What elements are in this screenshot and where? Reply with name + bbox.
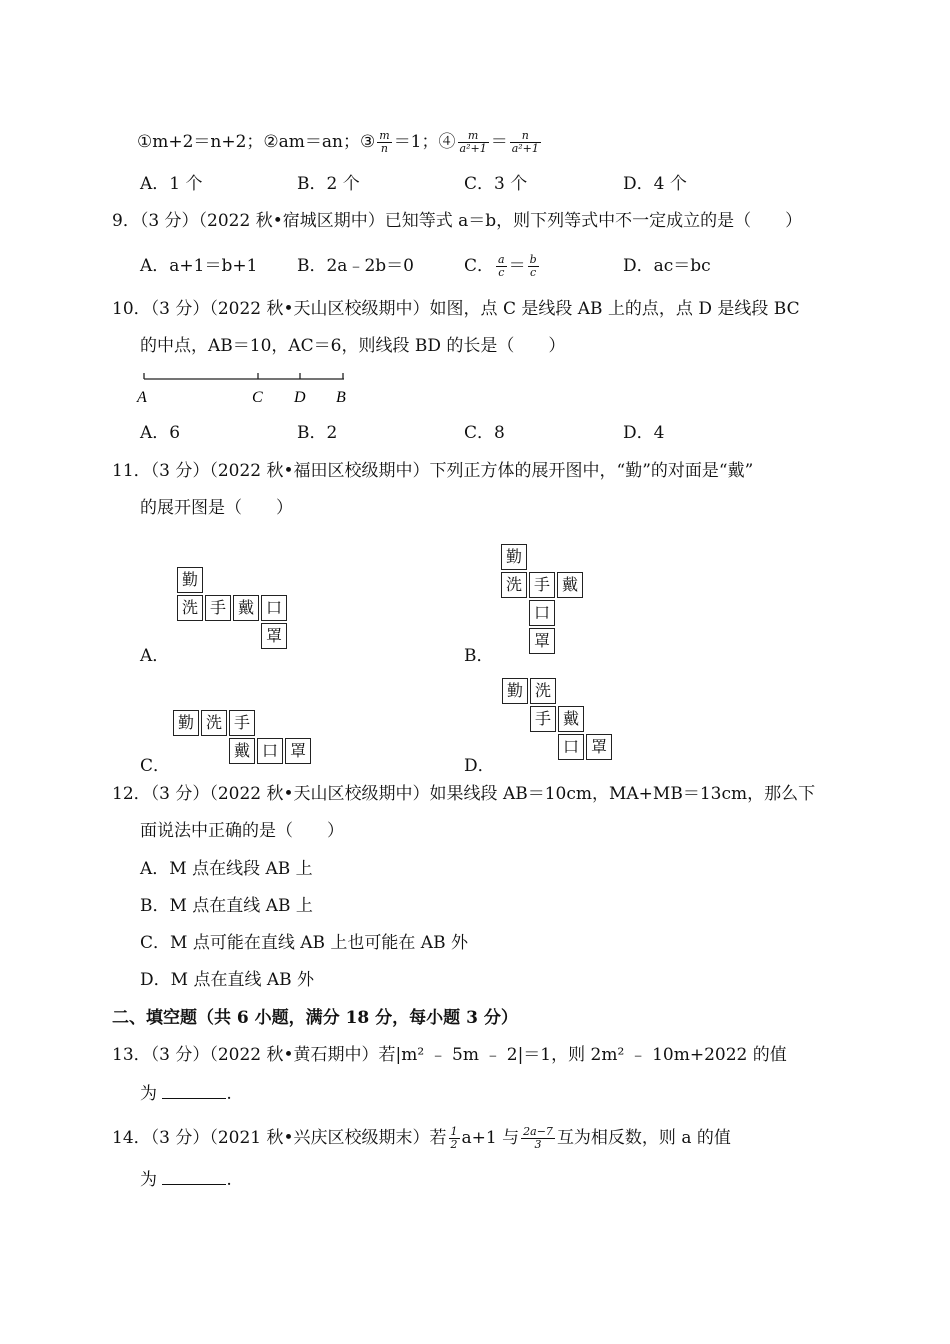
q8-option-d: D．4 个: [623, 174, 687, 194]
q10-stem-line1: 10．（3 分）（2022 秋•天山区校级期中）如图，点 C 是线段 AB 上的点，点 D 是线段 BC: [112, 299, 800, 319]
net-cell: 戴: [229, 738, 255, 764]
q8-fraction-4b: $\frac{n}{\text{a²+1}}$: [511, 129, 539, 155]
q8-statements: ①m+2＝n+2；②am＝an；③ $\frac{m}{n}$ ＝1；④ $\frac{m}{\text{a²+1}}$ ＝ $\frac{n}{\text{a²+1}}$: [137, 129, 539, 155]
net-cell: 手: [205, 595, 231, 621]
net-cell: 洗: [501, 572, 527, 598]
q10-option-c: C．8: [464, 423, 505, 443]
net-cell: 口: [257, 738, 283, 764]
net-cell: 洗: [177, 595, 203, 621]
q11-label-b: B．: [464, 646, 494, 666]
q13-stem-line2: 为 .: [140, 1084, 232, 1104]
section-title: 二、填空题（共 6 小题，满分 18 分，每小题 3 分）: [112, 1008, 518, 1028]
net-cell: 手: [229, 710, 255, 736]
q8-option-a: A．1 个: [140, 174, 203, 194]
q11-stem-line1: 11．（3 分）（2022 秋•福田区校级期中）下列正方体的展开图中，“勤”的对面是“戴”: [112, 461, 754, 481]
net-cell: 罩: [285, 738, 311, 764]
net-cell: 戴: [233, 595, 259, 621]
q8-option-b: B．2 个: [297, 174, 360, 194]
net-cell: 戴: [557, 572, 583, 598]
q10-stem-line2: 的中点，AB＝10，AC＝6，则线段 BD 的长是（ ）: [140, 336, 566, 356]
point-label-b: B: [336, 389, 346, 406]
q9-option-a: A．a+1＝b+1: [140, 256, 258, 276]
net-cell: 勤: [173, 710, 199, 736]
q10-option-b: B．2: [297, 423, 338, 443]
net-cell: 口: [558, 734, 584, 760]
net-cell: 口: [261, 595, 287, 621]
q10-option-a: A．6: [140, 423, 181, 443]
segment-diagram: [130, 368, 360, 408]
net-cell: 洗: [530, 678, 556, 704]
q9-fraction-b-c: $\frac{b}{c}$: [529, 253, 537, 279]
q11-label-c: C．: [140, 756, 171, 776]
q13-stem-line1: 13．（3 分）（2022 秋•黄石期中）若|m² ﹣ 5m ﹣ 2|＝1，则 2m² ﹣ 10m+2022 的值: [112, 1045, 787, 1065]
q14-fraction-2a-7: $\frac{2a-7}{3}$: [523, 1125, 553, 1151]
q9-option-c: C． $\frac{a}{c}$ ＝ $\frac{b}{c}$: [464, 253, 537, 279]
net-cell: 罩: [586, 734, 612, 760]
q9-stem: 9．（3 分）（2022 秋•宿城区期中）已知等式 a＝b，则下列等式中不一定成立的是（ ）: [112, 211, 803, 231]
q12-stem-line1: 12．（3 分）（2022 秋•天山区校级期中）如果线段 AB＝10cm，MA+MB＝13cm，那么下: [112, 784, 816, 804]
q11-stem-line2: 的展开图是（ ）: [140, 498, 293, 518]
q8-fraction-4a: $\frac{m}{\text{a²+1}}$: [459, 129, 487, 155]
q9-fraction-a-c: $\frac{a}{c}$: [498, 253, 505, 279]
q12-option-b: B．M 点在直线 AB 上: [140, 896, 313, 916]
q12-option-c: C．M 点可能在直线 AB 上也可能在 AB 外: [140, 933, 468, 953]
q11-label-a: A．: [140, 646, 170, 666]
net-cell: 口: [529, 600, 555, 626]
net-cell: 勤: [177, 567, 203, 593]
q12-option-a: A．M 点在线段 AB 上: [140, 859, 313, 879]
q14-fraction-half: $\frac{1}{2}$: [450, 1125, 458, 1151]
answer-blank[interactable]: [162, 1082, 226, 1099]
net-cell: 手: [530, 706, 556, 732]
net-cell: 戴: [558, 706, 584, 732]
net-cell: 罩: [529, 628, 555, 654]
q9-option-d: D．ac＝bc: [623, 256, 711, 276]
q8-fraction-3: $\frac{m}{n}$: [379, 129, 390, 155]
answer-blank[interactable]: [162, 1168, 226, 1185]
q12-stem-line2: 面说法中正确的是（ ）: [140, 821, 344, 841]
q10-option-d: D．4: [623, 423, 665, 443]
q9-option-b: B．2a﹣2b＝0: [297, 256, 414, 276]
q8-option-c: C．3 个: [464, 174, 528, 194]
q12-option-d: D．M 点在直线 AB 外: [140, 970, 315, 990]
net-cell: 罩: [261, 623, 287, 649]
q14-stem-line1: 14．（3 分）（2021 秋•兴庆区校级期末）若 $\frac{1}{2}$ a+1 与 $\frac{2a-7}{3}$ 互为相反数，则 a 的值: [112, 1125, 731, 1151]
point-label-a: A: [137, 389, 147, 406]
point-label-d: D: [294, 389, 306, 406]
q14-stem-line2: 为 .: [140, 1170, 232, 1190]
point-label-c: C: [252, 389, 263, 406]
q11-label-d: D．: [464, 756, 495, 776]
net-cell: 勤: [501, 544, 527, 570]
net-cell: 手: [529, 572, 555, 598]
net-cell: 洗: [201, 710, 227, 736]
net-cell: 勤: [502, 678, 528, 704]
